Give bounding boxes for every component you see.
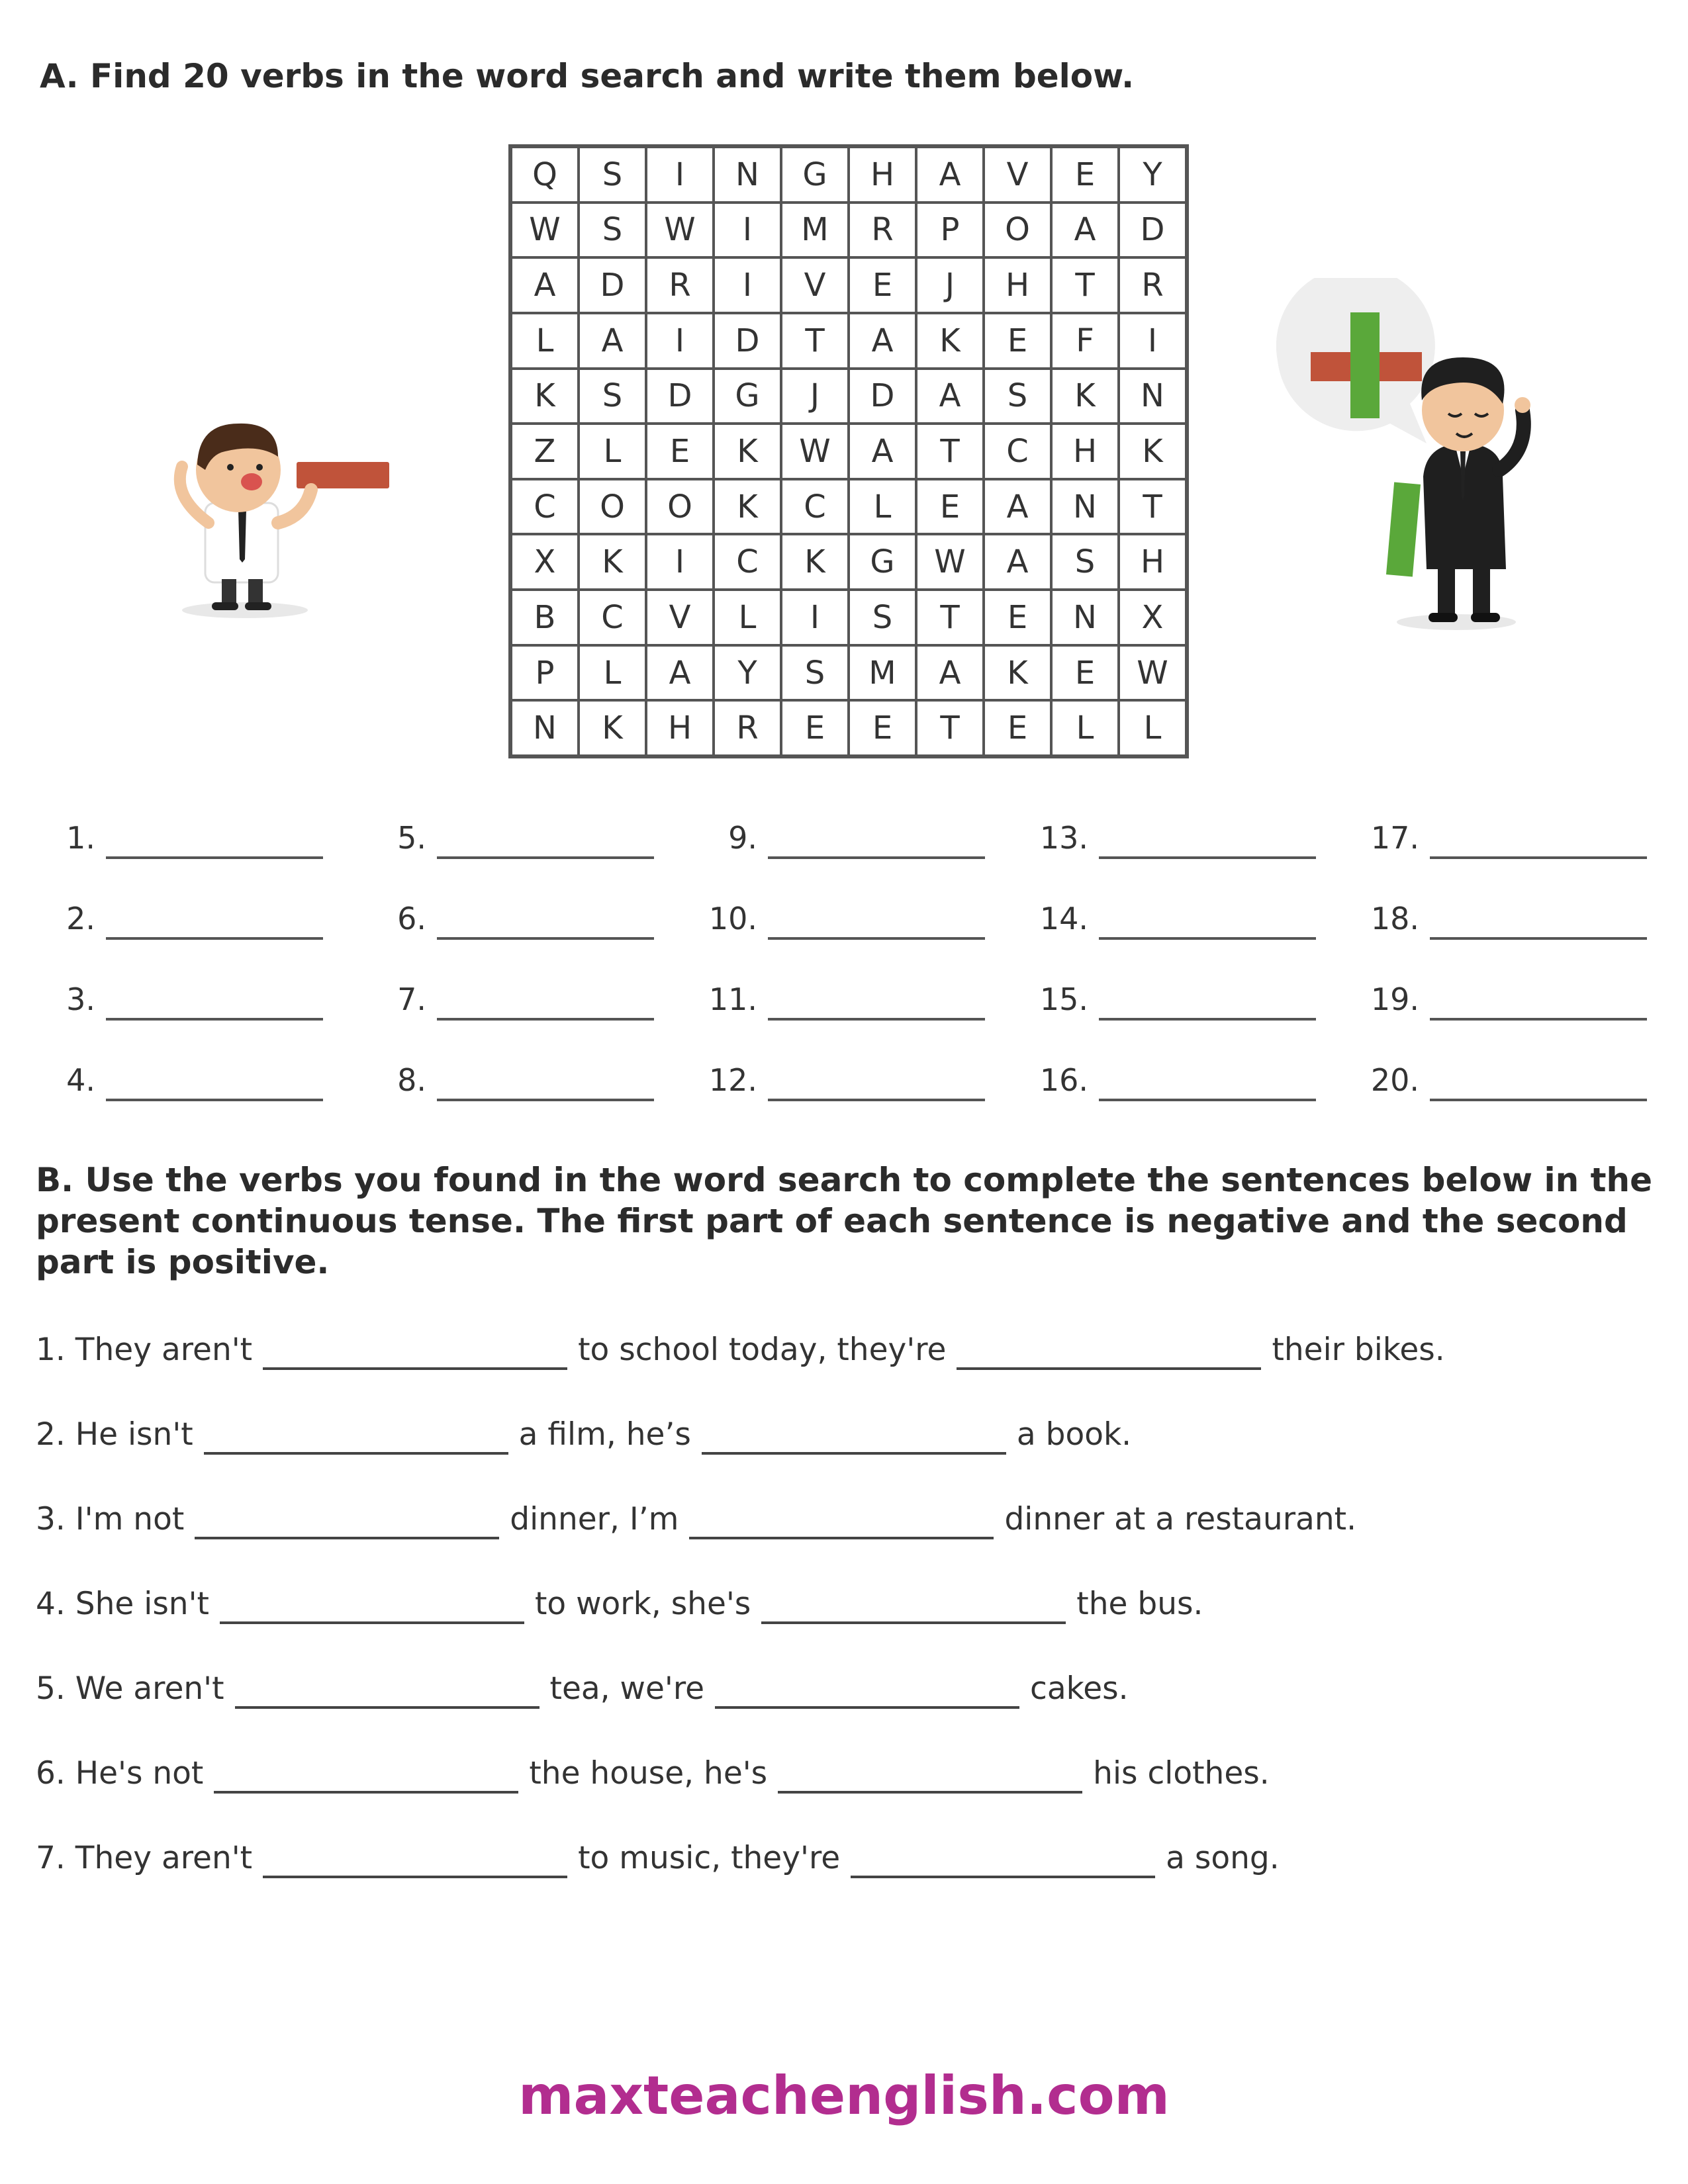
sentence-text: 3. I'm not xyxy=(36,1501,185,1537)
grid-cell[interactable]: N xyxy=(714,147,781,203)
grid-cell[interactable]: K xyxy=(984,645,1051,701)
sentence-blank[interactable] xyxy=(235,1674,539,1709)
sentence-text: 2. He isn't xyxy=(36,1416,193,1453)
grid-cell[interactable]: D xyxy=(714,313,781,369)
grid-cell[interactable]: S xyxy=(849,590,916,645)
answer-item[interactable] xyxy=(728,819,985,859)
grid-cell[interactable]: I xyxy=(646,534,714,590)
answer-number: 1. xyxy=(66,820,95,856)
grid-cell[interactable]: M xyxy=(781,203,849,258)
answer-blank-line[interactable] xyxy=(1099,1062,1316,1101)
grid-cell[interactable]: C xyxy=(579,590,646,645)
grid-cell[interactable]: W xyxy=(916,534,984,590)
answer-item[interactable] xyxy=(1039,900,1316,940)
sentence-blank[interactable] xyxy=(851,1844,1155,1878)
grid-cell[interactable]: H xyxy=(1119,534,1186,590)
grid-cell[interactable]: G xyxy=(849,534,916,590)
grid-cell[interactable]: E xyxy=(984,700,1051,756)
section-a-heading: A. Find 20 verbs in the word search and write them below. xyxy=(40,57,1135,95)
grid-cell[interactable]: O xyxy=(579,479,646,535)
grid-cell[interactable]: T xyxy=(781,313,849,369)
answer-item[interactable] xyxy=(708,981,985,1021)
answer-blank-line[interactable] xyxy=(1430,981,1647,1021)
grid-cell[interactable]: F xyxy=(1051,313,1119,369)
grid-cell[interactable]: J xyxy=(781,369,849,424)
grid-cell[interactable]: S xyxy=(579,203,646,258)
grid-cell[interactable]: T xyxy=(916,424,984,479)
grid-cell[interactable]: I xyxy=(781,590,849,645)
grid-cell[interactable]: Y xyxy=(1119,147,1186,203)
grid-cell[interactable]: K xyxy=(579,700,646,756)
grid-cell[interactable]: T xyxy=(1119,479,1186,535)
answer-number: 12. xyxy=(708,1062,757,1098)
grid-cell[interactable]: P xyxy=(511,645,579,701)
grid-cell[interactable]: K xyxy=(1119,424,1186,479)
grid-cell[interactable]: W xyxy=(511,203,579,258)
grid-cell[interactable]: A xyxy=(849,424,916,479)
grid-cell[interactable]: S xyxy=(781,645,849,701)
grid-cell[interactable]: A xyxy=(984,479,1051,535)
answer-item[interactable] xyxy=(66,819,323,859)
answer-blank-line[interactable] xyxy=(106,981,323,1021)
sentence-blank[interactable] xyxy=(702,1420,1006,1455)
grid-cell[interactable]: M xyxy=(849,645,916,701)
answer-item[interactable] xyxy=(708,900,985,940)
plus-man-illustration xyxy=(1264,278,1582,635)
grid-cell[interactable]: V xyxy=(781,257,849,313)
sentence-6 xyxy=(36,1754,1270,1794)
answer-blank-line[interactable] xyxy=(768,1062,985,1101)
grid-cell[interactable]: A xyxy=(916,645,984,701)
grid-cell[interactable]: E xyxy=(984,590,1051,645)
answer-item[interactable] xyxy=(1039,819,1316,859)
grid-cell[interactable]: K xyxy=(781,534,849,590)
answer-blank-line[interactable] xyxy=(437,981,654,1021)
grid-cell[interactable]: V xyxy=(646,590,714,645)
answer-item[interactable] xyxy=(397,1062,654,1101)
grid-cell[interactable]: X xyxy=(511,534,579,590)
grid-cell[interactable]: E xyxy=(849,700,916,756)
grid-cell[interactable]: Y xyxy=(714,645,781,701)
grid-cell[interactable]: J xyxy=(916,257,984,313)
grid-cell[interactable]: D xyxy=(849,369,916,424)
grid-cell[interactable]: K xyxy=(916,313,984,369)
grid-cell[interactable]: R xyxy=(646,257,714,313)
grid-cell[interactable]: R xyxy=(714,700,781,756)
sentence-blank[interactable] xyxy=(263,1336,567,1370)
answer-blank-line[interactable] xyxy=(1430,819,1647,859)
answer-blank-line[interactable] xyxy=(768,900,985,940)
grid-cell[interactable]: R xyxy=(1119,257,1186,313)
sentence-text: 5. We aren't xyxy=(36,1670,224,1707)
answer-blank-line[interactable] xyxy=(106,1062,323,1101)
answer-number: 20. xyxy=(1370,1062,1419,1098)
grid-cell[interactable]: L xyxy=(1119,700,1186,756)
answer-number: 8. xyxy=(397,1062,426,1098)
word-search-grid[interactable] xyxy=(508,144,1189,758)
sentence-text: to school today, they're xyxy=(578,1332,947,1368)
grid-cell[interactable]: W xyxy=(1119,645,1186,701)
answer-number: 6. xyxy=(397,901,426,936)
answer-blank-line[interactable] xyxy=(1430,1062,1647,1101)
grid-cell[interactable]: Q xyxy=(511,147,579,203)
grid-cell[interactable]: E xyxy=(646,424,714,479)
grid-cell[interactable]: T xyxy=(1051,257,1119,313)
sentence-text: dinner at a restaurant. xyxy=(1004,1501,1357,1537)
answer-item[interactable] xyxy=(1370,1062,1647,1101)
answer-number: 4. xyxy=(66,1062,95,1098)
grid-cell[interactable]: L xyxy=(849,479,916,535)
grid-cell[interactable]: E xyxy=(984,313,1051,369)
grid-cell[interactable]: I xyxy=(646,313,714,369)
answer-blank-line[interactable] xyxy=(768,981,985,1021)
answer-item[interactable] xyxy=(1039,981,1316,1021)
answer-blank-line[interactable] xyxy=(1099,900,1316,940)
sentence-blank[interactable] xyxy=(204,1420,508,1455)
grid-cell[interactable]: C xyxy=(511,479,579,535)
grid-cell[interactable]: H xyxy=(984,257,1051,313)
grid-cell[interactable]: K xyxy=(579,534,646,590)
grid-cell[interactable]: T xyxy=(916,590,984,645)
sentence-5 xyxy=(36,1669,1129,1709)
answer-blank-line[interactable] xyxy=(106,900,323,940)
answer-number: 7. xyxy=(397,981,426,1017)
sentence-blank[interactable] xyxy=(761,1590,1066,1624)
sentence-text: a song. xyxy=(1166,1840,1280,1876)
grid-cell[interactable]: C xyxy=(984,424,1051,479)
answer-item[interactable] xyxy=(66,1062,323,1101)
grid-cell[interactable]: S xyxy=(579,369,646,424)
grid-cell[interactable]: E xyxy=(1051,147,1119,203)
sentence-blank[interactable] xyxy=(214,1759,518,1794)
grid-cell[interactable]: L xyxy=(579,424,646,479)
grid-cell[interactable]: S xyxy=(579,147,646,203)
sentence-7 xyxy=(36,1839,1280,1878)
section-b-heading: B. Use the verbs you found in the word search to complete the sentences below in the present continuous tense. The first part of each sentence is negative and the second part is positive. xyxy=(36,1161,1652,1281)
answer-number: 18. xyxy=(1370,901,1419,936)
sentence-text: 1. They aren't xyxy=(36,1332,253,1368)
grid-cell[interactable]: S xyxy=(984,369,1051,424)
answer-blank-line[interactable] xyxy=(768,819,985,859)
grid-cell[interactable]: A xyxy=(916,147,984,203)
grid-cell[interactable]: C xyxy=(714,534,781,590)
grid-cell[interactable]: H xyxy=(849,147,916,203)
sentence-blank[interactable] xyxy=(957,1336,1261,1370)
answer-blank-line[interactable] xyxy=(437,1062,654,1101)
sentence-text: a book. xyxy=(1016,1416,1132,1453)
grid-cell[interactable]: C xyxy=(781,479,849,535)
sentence-text: the bus. xyxy=(1076,1586,1203,1622)
grid-cell[interactable]: Z xyxy=(511,424,579,479)
answer-number: 15. xyxy=(1039,981,1088,1017)
grid-cell[interactable]: D xyxy=(646,369,714,424)
grid-cell[interactable]: V xyxy=(984,147,1051,203)
sentence-text: the house, he's xyxy=(529,1755,768,1792)
sentence-blank[interactable] xyxy=(689,1505,994,1539)
grid-cell[interactable]: L xyxy=(511,313,579,369)
grid-cell[interactable]: K xyxy=(714,479,781,535)
grid-cell[interactable]: A xyxy=(579,313,646,369)
grid-cell[interactable]: O xyxy=(984,203,1051,258)
grid-cell[interactable]: A xyxy=(849,313,916,369)
grid-cell[interactable]: E xyxy=(916,479,984,535)
sentence-text: cakes. xyxy=(1030,1670,1129,1707)
answer-number: 11. xyxy=(708,981,757,1017)
answer-blank-line[interactable] xyxy=(437,819,654,859)
grid-cell[interactable]: H xyxy=(1051,424,1119,479)
grid-cell[interactable]: I xyxy=(1119,313,1186,369)
grid-cell[interactable]: G xyxy=(781,147,849,203)
grid-cell[interactable]: L xyxy=(1051,700,1119,756)
answer-item[interactable] xyxy=(66,900,323,940)
answer-number: 17. xyxy=(1370,820,1419,856)
grid-cell[interactable]: N xyxy=(1051,479,1119,535)
grid-cell[interactable]: W xyxy=(646,203,714,258)
grid-cell[interactable]: A xyxy=(511,257,579,313)
grid-cell[interactable]: O xyxy=(646,479,714,535)
grid-cell[interactable]: S xyxy=(1051,534,1119,590)
sentence-text: to music, they're xyxy=(578,1840,841,1876)
answer-item[interactable] xyxy=(1370,981,1647,1021)
answer-blank-line[interactable] xyxy=(106,819,323,859)
answer-item[interactable] xyxy=(1370,819,1647,859)
sentence-text: his clothes. xyxy=(1093,1755,1270,1792)
grid-cell[interactable]: R xyxy=(849,203,916,258)
grid-cell[interactable]: D xyxy=(1119,203,1186,258)
grid-cell[interactable]: G xyxy=(714,369,781,424)
answer-number: 13. xyxy=(1039,820,1088,856)
grid-cell[interactable]: T xyxy=(916,700,984,756)
sentence-3 xyxy=(36,1500,1356,1539)
sentence-1 xyxy=(36,1330,1445,1370)
grid-cell[interactable]: A xyxy=(646,645,714,701)
sentence-blank[interactable] xyxy=(263,1844,567,1878)
answer-number: 5. xyxy=(397,820,426,856)
sentence-4 xyxy=(36,1584,1203,1624)
sentence-2 xyxy=(36,1415,1131,1455)
grid-cell[interactable]: H xyxy=(646,700,714,756)
footer-website: maxteachenglish.com xyxy=(518,2065,1170,2126)
sentence-blank[interactable] xyxy=(220,1590,524,1624)
answer-item[interactable] xyxy=(397,981,654,1021)
grid-cell[interactable]: L xyxy=(714,590,781,645)
sentence-text: a film, he’s xyxy=(518,1416,691,1453)
sentence-text: dinner, I’m xyxy=(510,1501,679,1537)
answer-item[interactable] xyxy=(708,1062,985,1101)
answer-number: 2. xyxy=(66,901,95,936)
sentence-blank[interactable] xyxy=(715,1674,1019,1709)
grid-cell[interactable]: I xyxy=(714,203,781,258)
minus-boy-illustration xyxy=(146,404,397,622)
sentence-text: 6. He's not xyxy=(36,1755,204,1792)
grid-cell[interactable]: I xyxy=(646,147,714,203)
grid-cell[interactable]: K xyxy=(1051,369,1119,424)
grid-cell[interactable]: W xyxy=(781,424,849,479)
grid-cell[interactable]: L xyxy=(579,645,646,701)
answer-number: 3. xyxy=(66,981,95,1017)
answer-blank-line[interactable] xyxy=(437,900,654,940)
grid-cell[interactable]: A xyxy=(984,534,1051,590)
grid-cell[interactable]: I xyxy=(714,257,781,313)
answer-item[interactable] xyxy=(397,819,654,859)
answer-number: 14. xyxy=(1039,901,1088,936)
sentence-text: tea, we're xyxy=(549,1670,705,1707)
grid-cell[interactable]: D xyxy=(579,257,646,313)
answer-item[interactable] xyxy=(66,981,323,1021)
answer-item[interactable] xyxy=(397,900,654,940)
answer-item[interactable] xyxy=(1370,900,1647,940)
answer-blank-line[interactable] xyxy=(1430,900,1647,940)
answer-number: 16. xyxy=(1039,1062,1088,1098)
grid-cell[interactable]: X xyxy=(1119,590,1186,645)
grid-cell[interactable]: N xyxy=(511,700,579,756)
answer-item[interactable] xyxy=(1039,1062,1316,1101)
sentence-text: their bikes. xyxy=(1272,1332,1445,1368)
grid-cell[interactable]: P xyxy=(916,203,984,258)
sentence-text: 4. She isn't xyxy=(36,1586,209,1622)
answer-number: 9. xyxy=(728,820,757,856)
answer-number: 10. xyxy=(708,901,757,936)
grid-cell[interactable]: K xyxy=(511,369,579,424)
grid-cell[interactable]: A xyxy=(1051,203,1119,258)
grid-cell[interactable]: E xyxy=(781,700,849,756)
grid-cell[interactable]: N xyxy=(1051,590,1119,645)
grid-cell[interactable]: A xyxy=(916,369,984,424)
grid-cell[interactable]: E xyxy=(1051,645,1119,701)
grid-cell[interactable]: B xyxy=(511,590,579,645)
sentence-blank[interactable] xyxy=(195,1505,499,1539)
sentence-text: 7. They aren't xyxy=(36,1840,253,1876)
grid-cell[interactable]: N xyxy=(1119,369,1186,424)
answer-number: 19. xyxy=(1370,981,1419,1017)
answer-blank-line[interactable] xyxy=(1099,981,1316,1021)
answer-blank-line[interactable] xyxy=(1099,819,1316,859)
grid-cell[interactable]: E xyxy=(849,257,916,313)
sentence-blank[interactable] xyxy=(778,1759,1082,1794)
grid-cell[interactable]: K xyxy=(714,424,781,479)
sentence-text: to work, she's xyxy=(534,1586,751,1622)
